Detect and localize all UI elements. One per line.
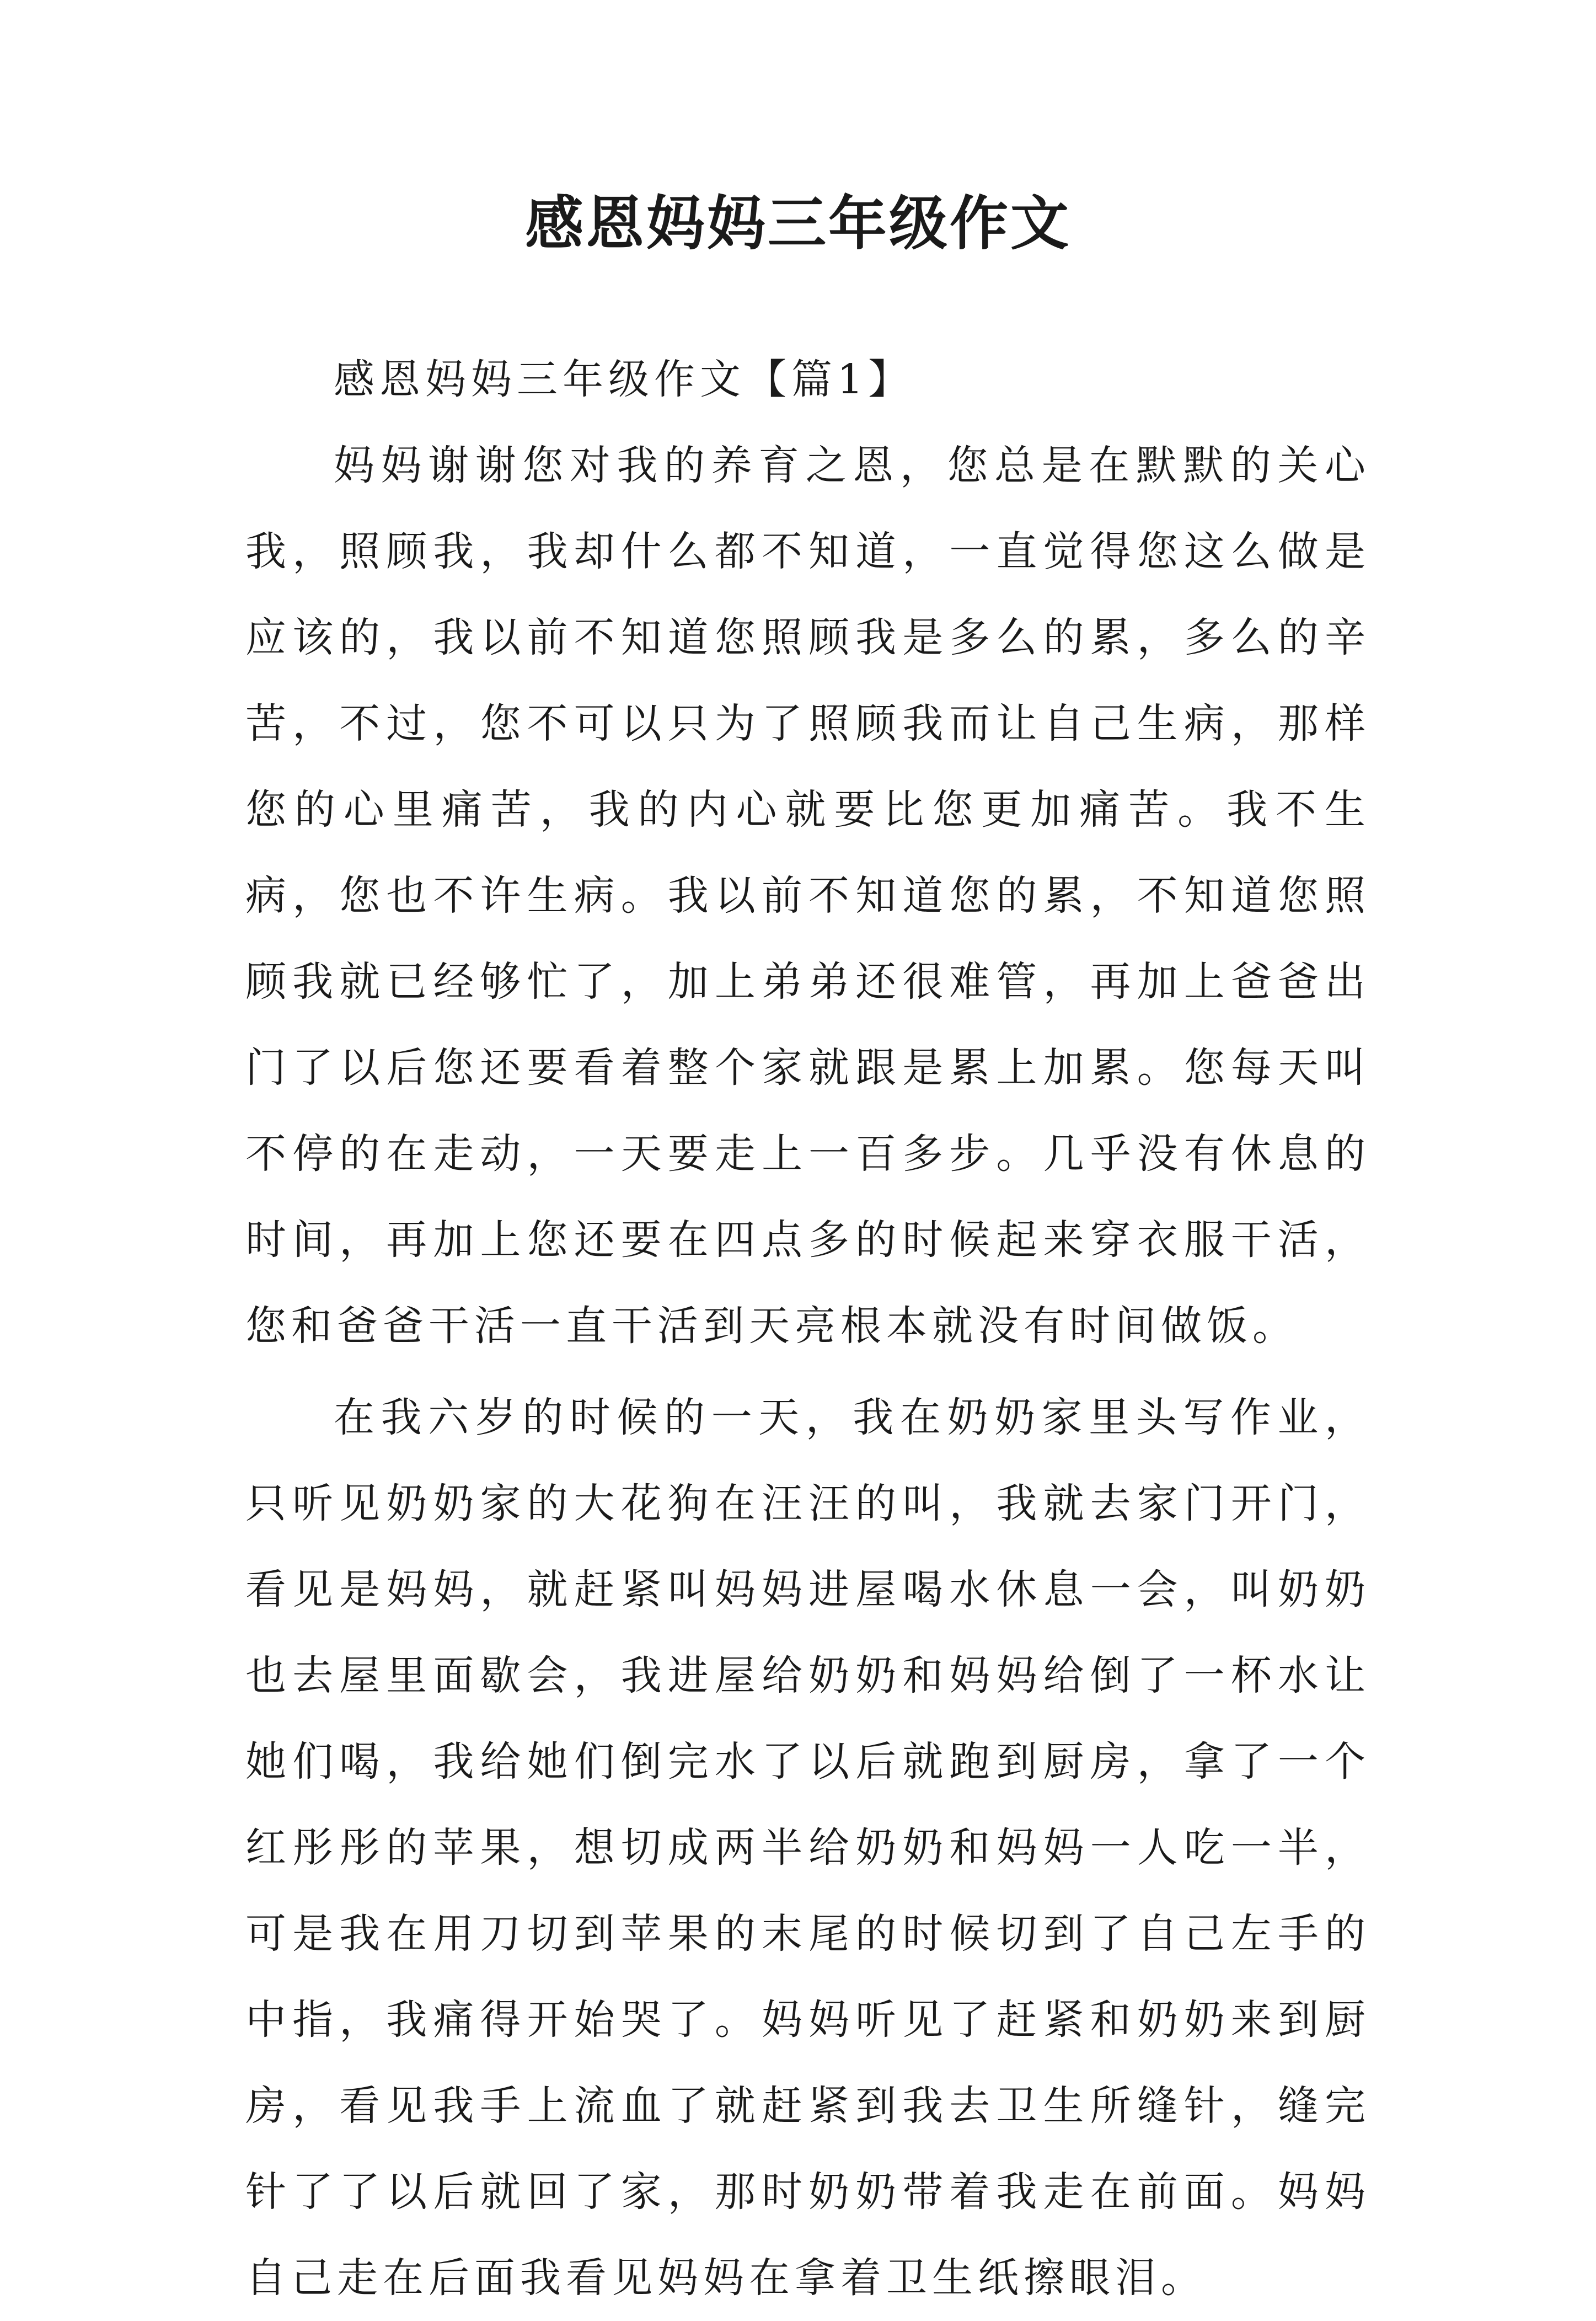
section-heading: 感恩妈妈三年级作文【篇1】 (334, 356, 914, 403)
paragraph-1: 妈妈谢谢您对我的养育之恩，您总是在默默的关心我，照顾我，我却什么都不知道，一直觉得您这么做是应该的，我以前不知道您照顾我是多么的累，多么的辛苦，不过，您不可以只为了照顾我而让自己生病，那样您的心里痛苦，我的内心就要比您更加痛苦。我不生病，您也不许生病。我以前不知道您的累，不知道您照顾我就已经够忙了，加上弟弟还很难管，再加上爸爸出门了以后您还要看着整个家就跟是累上加累。您每天叫不停的在走动，一天要走上一百多步。几乎没有休息的时间，再加上您还要在四点多的时候起来穿衣服干活，您和爸爸干活一直干活到天亮根本就没有时间做饭。 (245, 442, 1370, 1350)
paragraph-2: 在我六岁的时候的一天，我在奶奶家里头写作业，只听见奶奶家的大花狗在汪汪的叫，我就去家门开门，看见是妈妈，就赶紧叫妈妈进屋喝水休息一会，叫奶奶也去屋里面歇会，我进屋给奶奶和妈妈给倒了一杯水让她们喝，我给她们倒完水了以后就跑到厨房，拿了一个红彤彤的苹果，想切成两半给奶奶和妈妈一人吃一半，可是我在用刀切到苹果的末尾的时候切到了自己左手的中指，我痛得开始哭了。妈妈听见了赶紧和奶奶来到厨房，看见我手上流血了就赶紧到我去卫生所缝针，缝完针了了以后就回了家，那时奶奶带着我走在前面。妈妈自己走在后面我看见妈妈在拿着卫生纸擦眼泪。 (245, 1394, 1370, 2302)
document-body (245, 336, 1370, 2321)
document-title: 感恩妈妈三年级作文 (525, 189, 1071, 258)
